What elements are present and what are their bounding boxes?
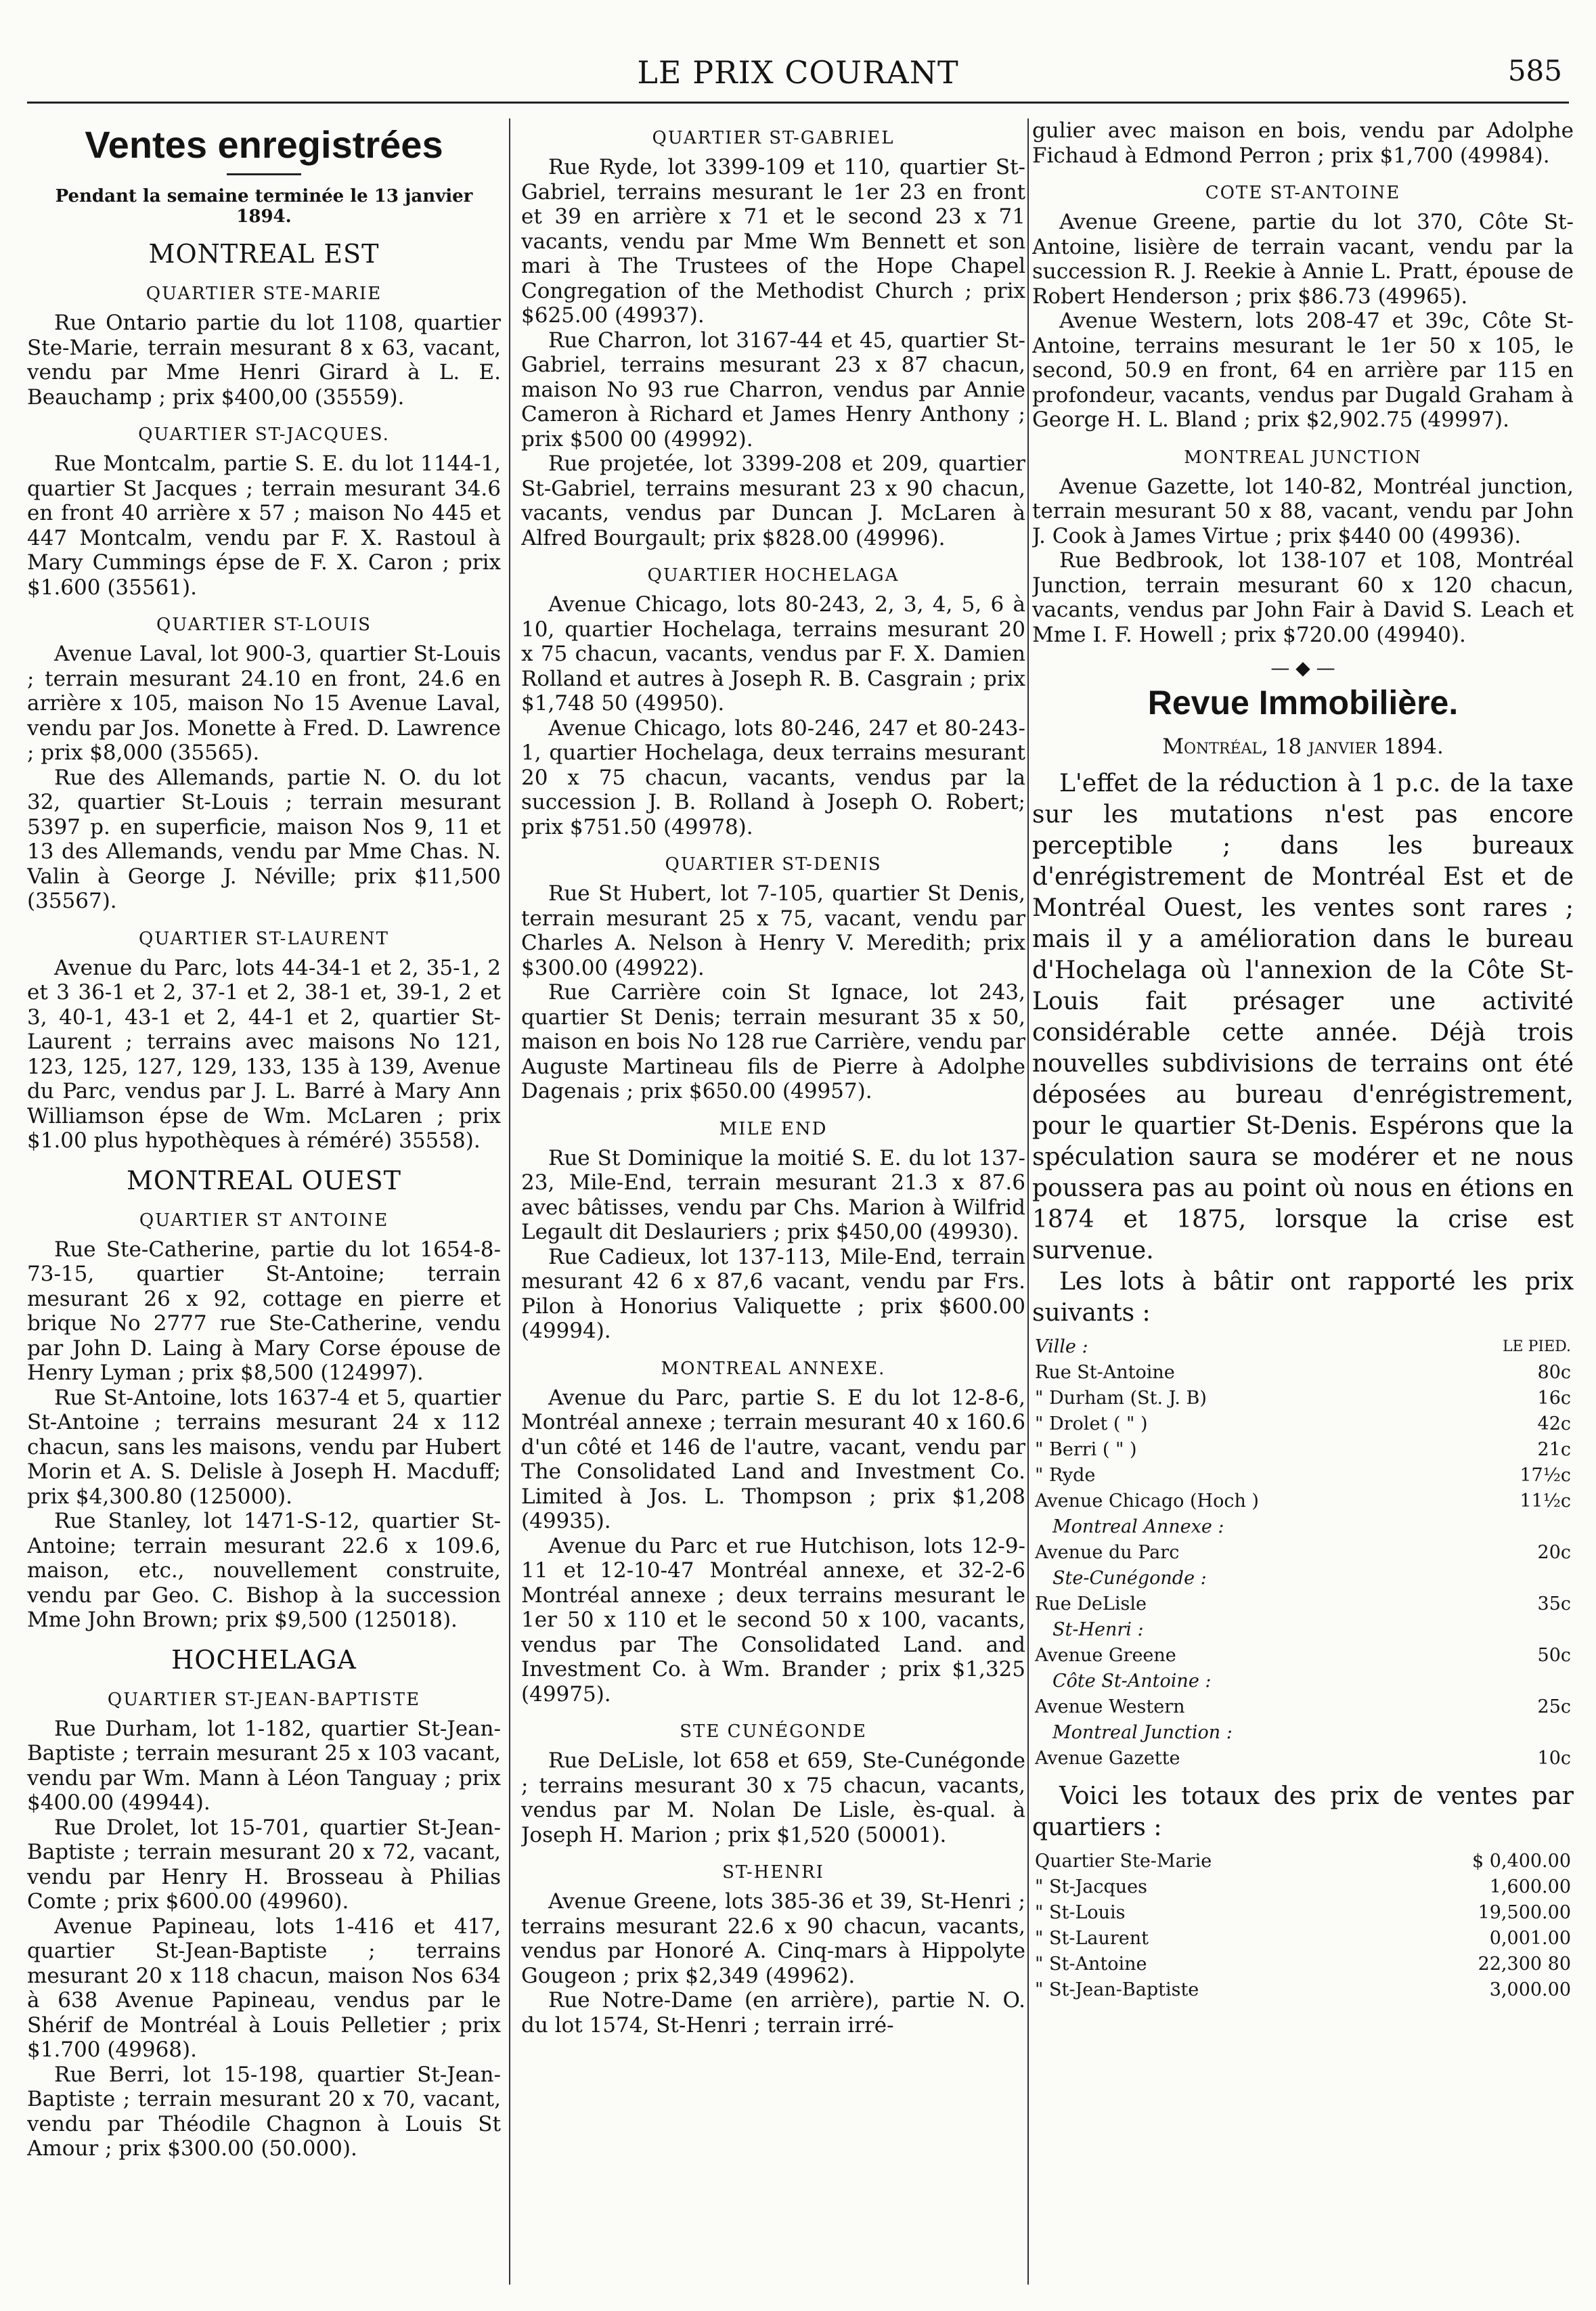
price-row-label: Avenue Chicago (Hoch ): [1035, 1491, 1259, 1512]
price-row: [1032, 1720, 1574, 1746]
ornament-divider-icon: — ◆ —: [1270, 657, 1335, 679]
price-row-value: 17½c: [1520, 1465, 1571, 1486]
sale-entry: Rue Drolet, lot 15-701, quartier St-Jean-Baptiste ; terrain mesurant 20 x 72, vacant, vendu par Henry H. Brosseau à Philias Comte ; prix $600.00 (49960).: [27, 1815, 501, 1914]
quarter-heading: QUARTIER ST-LOUIS: [156, 615, 372, 635]
price-row-label: " Berri ( " ): [1035, 1439, 1137, 1460]
sale-entry: Avenue Greene, lots 385-36 et 39, St-Henri ; terrains mesurant 22.6 x 90 chacun, vacants, vendus par Honoré A. Cinq-mars à Hippolyte Gougeon ; prix $2,349 (49962).: [521, 1889, 1025, 1988]
quarter-heading: COTE ST-ANTOINE: [1205, 183, 1401, 203]
price-row: [1032, 1694, 1574, 1720]
price-row-value: [1442, 1669, 1574, 1694]
totals-row: [1032, 1849, 1574, 1874]
price-row-value: 20c: [1537, 1542, 1571, 1563]
price-row-label: St-Henri :: [1052, 1619, 1144, 1640]
revue-paragraph: Les lots à bâtir ont rapporté les prix suivants :: [1032, 1268, 1574, 1327]
price-row: [1032, 1669, 1574, 1694]
price-row: [1032, 1746, 1574, 1771]
dateline: Montréal, 18 janvier 1894.: [1162, 734, 1444, 759]
sale-entry: Avenue Western, lots 208-47 et 39c, Côte St-Antoine, terrains mesurant le 1er 50 x 105, le second, 50.9 en front, 64 en arrière par 115 en profondeur, vacants, vendus par Dugald Graham à George H. L. Bland ; prix $2,902.75 (49997).: [1032, 309, 1574, 432]
sale-entry: Avenue Gazette, lot 140-82, Montréal junction, terrain mesurant 50 x 88, vacant, vendu par John J. Cook à James Virtue ; prix $440 00 (49936).: [1032, 474, 1574, 548]
column-rule: [1027, 118, 1029, 2285]
price-row-value: 21c: [1537, 1439, 1571, 1460]
column-3: [1032, 118, 1574, 2285]
price-row-value: [1442, 1720, 1574, 1746]
price-row: [1032, 1617, 1574, 1643]
sale-entry: Rue Durham, lot 1-182, quartier St-Jean-Baptiste ; terrain mesurant 25 x 103 vacant, vendu par Wm. Mann à Léon Tanguay ; prix $400.00 (49944).: [27, 1716, 501, 1815]
price-row-label: " Ryde: [1035, 1465, 1096, 1486]
quarter-heading: QUARTIER ST-DENIS: [665, 854, 882, 875]
page-number: 585: [1507, 54, 1562, 87]
sale-entry: Rue St Hubert, lot 7-105, quartier St Denis, terrain mesurant 25 x 75, vacant, vendu par Charles A. Nelson à Henry V. Meredith; prix $300.00 (49922).: [521, 881, 1025, 980]
price-row-label: Avenue Gazette: [1035, 1748, 1180, 1769]
column-rule: [509, 118, 510, 2285]
price-row-label: Avenue Western: [1035, 1696, 1185, 1717]
quarter-heading: QUARTIER ST-GABRIEL: [652, 128, 895, 148]
price-row-value: 50c: [1537, 1645, 1571, 1666]
quarter-heading: QUARTIER ST ANTOINE: [139, 1210, 389, 1231]
totals-row: [1032, 1900, 1574, 1926]
totals-row-value: 3,000.00: [1489, 1979, 1571, 2000]
sale-entry: Rue Ontario partie du lot 1108, quartier Ste-Marie, terrain mesurant 8 x 63, vacant, vendu par Mme Henri Girard à L. E. Beauchamp ; prix $400,00 (35559).: [27, 311, 501, 410]
sale-entry: Rue Montcalm, partie S. E. du lot 1144-1, quartier St Jacques ; terrain mesurant 34.6 en front 40 arrière x 57 ; maison No 445 et 447 Montcalm, vendu par F. X. Rastoul à Mary Cummings épse de F. X. Caron ; prix $1.600 (35561).: [27, 452, 501, 600]
sale-entry: Rue DeLisle, lot 658 et 659, Ste-Cunégonde ; terrains mesurant 30 x 75 chacun, vacants, vendus par M. Nolan De Lisle, ès-qual. à Joseph H. Marion ; prix $1,520 (50001).: [521, 1748, 1025, 1847]
price-row: [1032, 1489, 1574, 1514]
quarter-heading: ST-HENRI: [722, 1862, 824, 1883]
divider: [227, 173, 301, 175]
sale-entry: Rue Charron, lot 3167-44 et 45, quartier St-Gabriel, terrains mesurant 23 x 87 chacun, maison No 93 rue Charron, vendus par Annie Cameron à Richard et James Henry Anthony ; prix $500 00 (49992).: [521, 328, 1025, 452]
sale-entry: Avenue Chicago, lots 80-243, 2, 3, 4, 5, 6 à 10, quartier Hochelaga, terrains mesurant 20 x 75 chacun, vacants, vendus par F. X. Damien Rolland et autres à Joseph R. B. Casgrain ; prix $1,748 50 (49950).: [521, 592, 1025, 716]
sale-entry: Rue des Allemands, partie N. O. du lot 32, quartier St-Louis ; terrain mesurant 5397 p. en superficie, maison Nos 9, 11 et 13 des Allemands, vendu par Mme Chas. N. Valin à George J. Néville; prix $11,500 (35567).: [27, 765, 501, 913]
price-row: [1032, 1514, 1574, 1540]
sale-entry: Avenue du Parc et rue Hutchison, lots 12-9-11 et 12-10-47 Montréal annexe, et 32-2-6 Montréal annexe ; deux terrains mesurant le 1er 50 x 110 et le second 50 x 100, vacants, vendus par The Consolidated Land. and Investment Co. à Wm. Brander ; prix $1,325 (49975).: [521, 1533, 1025, 1707]
quarter-heading: QUARTIER STE-MARIE: [146, 284, 382, 304]
price-table: [1032, 1334, 1574, 1771]
quarter-heading: QUARTIER ST-JEAN-BAPTISTE: [107, 1689, 421, 1710]
price-row-value: [1442, 1514, 1574, 1540]
sale-entry: Rue Cadieux, lot 137-113, Mile-End, terrain mesurant 42 6 x 87,6 vacant, vendu par Frs. Pilon à Honorius Valiquette ; prix $600.00 (49994).: [521, 1244, 1025, 1343]
price-row-label: Montreal Annexe :: [1052, 1516, 1224, 1537]
region-heading: HOCHELAGA: [171, 1644, 357, 1675]
quarter-heading: QUARTIER ST-JACQUES.: [138, 424, 390, 445]
totals-row-label: " St-Jean-Baptiste: [1035, 1979, 1199, 2000]
sale-entry: Avenue Greene, partie du lot 370, Côte St-Antoine, lisière de terrain vacant, vendu par la succession R. J. Reekie à Annie L. Pratt, épouse de Robert Henderson ; prix $86.73 (49965).: [1032, 210, 1574, 309]
totals-table: [1032, 1849, 1574, 2003]
price-row-label: " Drolet ( " ): [1035, 1413, 1148, 1434]
price-row-label: Ste-Cunégonde :: [1052, 1568, 1207, 1589]
sale-entry: Avenue Papineau, lots 1-416 et 417, quartier St-Jean-Baptiste ; terrains mesurant 20 x 118 chacun, maison Nos 634 à 638 Avenue Papineau, vendus par le Shérif de Montréal à Louis Pelletier ; prix $1.700 (49968).: [27, 1914, 501, 2062]
price-row: [1032, 1643, 1574, 1669]
sale-entry: Rue projetée, lot 3399-208 et 209, quartier St-Gabriel, terrains mesurant 23 x 90 chacun, vacants, vendus par Duncan J. McLaren à Alfred Bourgault; prix $828.00 (49996).: [521, 452, 1025, 550]
journal-title: LE PRIX COURANT: [637, 54, 959, 91]
totals-row-value: 1,600.00: [1489, 1876, 1571, 1897]
totals-row: [1032, 1952, 1574, 1977]
price-table-header: [1032, 1334, 1574, 1360]
price-row-value: 80c: [1537, 1362, 1571, 1383]
sale-entry: Avenue du Parc, partie S. E du lot 12-8-6, Montréal annexe ; terrain mesurant 40 x 160.6 d'un côté et 146 de l'autre, vacant, vendu par The Consolidated Land and Investment Co. Limited à Jos. L. Thompson ; prix $1,208 (49935).: [521, 1385, 1025, 1533]
sale-entry: Avenue Chicago, lots 80-246, 247 et 80-243-1, quartier Hochelaga, deux terrains mesurant 20 x 75 chacun, vacants, vendus par la succession J. B. Rolland à Joseph O. Robert; prix $751.50 (49978).: [521, 716, 1025, 839]
totals-row-value: $ 0,400.00: [1472, 1851, 1571, 1872]
price-row-value: 35c: [1537, 1593, 1571, 1614]
sale-entry: Rue Stanley, lot 1471-S-12, quartier St-Antoine; terrain mesurant 22.6 x 109.6, maison, etc., nouvellement construite, vendu par Geo. C. Bishop à la succession Mme John Brown; prix $9,500 (125018).: [27, 1509, 501, 1632]
sale-entry: Rue St-Antoine, lots 1637-4 et 5, quartier St-Antoine ; terrains mesurant 24 x 112 chacun, sans les maisons, vendu par Hubert Morin et A. S. Delisle à Joseph H. Macduff; prix $4,300.80 (125000).: [27, 1385, 501, 1509]
price-head-right: LE PIED.: [1502, 1338, 1571, 1355]
quarter-heading: MONTREAL JUNCTION: [1184, 447, 1422, 468]
price-row: [1032, 1540, 1574, 1566]
sale-entry: Avenue du Parc, lots 44-34-1 et 2, 35-1, 2 et 3 36-1 et 2, 37-1 et 2, 38-1 et, 39-1, 2 et 3, 40-1, 43-1 et 2, 44-1 et 2, quartier St-Laurent ; terrains avec maisons No 121, 123, 125, 127, 129, 133, 135 à 139, Avenue du Parc, vendus par J. L. Barré à Mary Ann Williamson épse de Wm. McLaren ; prix $1.00 plus hypothèques à réméré) 35558).: [27, 955, 501, 1153]
sale-entry: Avenue Laval, lot 900-3, quartier St-Louis ; terrain mesurant 24.10 en front, 24.6 en arrière x 105, maison No 15 Avenue Laval, vendu par Jos. Monette à Fred. D. Lawrence ; prix $8,000 (35565).: [27, 642, 501, 765]
price-row-label: Montreal Junction :: [1052, 1722, 1233, 1743]
region-heading: MONTREAL OUEST: [126, 1165, 402, 1195]
price-row-value: 42c: [1537, 1413, 1571, 1434]
quarter-heading: QUARTIER ST-LAURENT: [139, 928, 389, 949]
quarter-heading: MONTREAL ANNEXE.: [661, 1358, 886, 1379]
quarter-heading: STE CUNÉGONDE: [680, 1721, 867, 1742]
quarter-heading: MILE END: [719, 1118, 828, 1139]
price-row: [1032, 1566, 1574, 1591]
column-1: [27, 118, 501, 2285]
totals-row: [1032, 1926, 1574, 1952]
price-row-label: Rue St-Antoine: [1035, 1362, 1175, 1383]
price-row: [1032, 1463, 1574, 1489]
page-header: [27, 47, 1569, 104]
price-row-value: 10c: [1537, 1748, 1571, 1769]
section-title-ventes: Ventes enregistrées: [85, 123, 443, 166]
totals-row-label: " St-Laurent: [1035, 1928, 1149, 1949]
totals-row-label: " St-Antoine: [1035, 1954, 1147, 1975]
price-row-label: Côte St-Antoine :: [1052, 1671, 1212, 1692]
price-row-value: 25c: [1537, 1696, 1571, 1717]
price-row: [1032, 1437, 1574, 1463]
price-row: [1032, 1360, 1574, 1386]
price-row-label: Avenue Greene: [1035, 1645, 1176, 1666]
price-row-value: [1442, 1617, 1574, 1643]
price-row-value: 11½c: [1520, 1491, 1571, 1512]
totals-row-value: 19,500.00: [1478, 1902, 1571, 1923]
sale-entry: Rue Ryde, lot 3399-109 et 110, quartier St-Gabriel, terrains mesurant le 1er 23 en front et 39 en arrière x 71 et le second 23 x 71 vacants, vendu par Mme Wm Bennett et son mari à The Trustees of the Hope Chapel Congregation of the Methodist Church ; prix $625.00 (49937).: [521, 155, 1025, 328]
totals-row-label: " St-Jacques: [1035, 1876, 1148, 1897]
price-row-value: [1442, 1566, 1574, 1591]
sale-entry: Rue Carrière coin St Ignace, lot 243, quartier St Denis; terrain mesurant 35 x 50, maison en bois No 128 rue Carrière, vendu par Auguste Martineau fils de Pierre à Adolphe Dagenais ; prix $650.00 (49957).: [521, 980, 1025, 1103]
totals-row-label: Quartier Ste-Marie: [1035, 1851, 1212, 1872]
price-row: [1032, 1411, 1574, 1437]
price-row-value: 16c: [1537, 1388, 1571, 1409]
column-2: [521, 118, 1025, 2285]
totals-intro: Voici les totaux des prix de ventes par quartiers :: [1032, 1782, 1574, 1841]
totals-row: [1032, 1874, 1574, 1900]
section-title-revue: Revue Immobilière.: [1147, 684, 1459, 722]
price-row: [1032, 1386, 1574, 1411]
sale-entry: Rue Berri, lot 15-198, quartier St-Jean-Baptiste ; terrain mesurant 20 x 70, vacant, vendu par Théodile Chagnon à Louis St Amour ; prix $300.00 (50.000).: [27, 2062, 501, 2161]
price-row: [1032, 1591, 1574, 1617]
sale-entry: Rue Bedbrook, lot 138-107 et 108, Montréal Junction, terrain mesurant 60 x 120 chacun, vacants, vendus par John Fair à David S. Leach et Mme I. F. Howell ; prix $720.00 (49940).: [1032, 548, 1574, 647]
sale-entry: Rue Notre-Dame (en arrière), partie N. O. du lot 1574, St-Henri ; terrain irré-: [521, 1988, 1025, 2038]
sale-entry-continued: gulier avec maison en bois, vendu par Adolphe Fichaud à Edmond Perron ; prix $1,700 (49984).: [1032, 118, 1574, 168]
price-row-label: Avenue du Parc: [1035, 1542, 1180, 1563]
totals-row-value: 22,300 80: [1478, 1954, 1571, 1975]
sale-entry: Rue Ste-Catherine, partie du lot 1654-8-73-15, quartier St-Antoine; terrain mesurant 26 x 92, cottage en pierre et brique No 2777 rue Ste-Catherine, vendu par John D. Laing à Mary Corse épouse de Henry Lyman ; prix $8,500 (124997).: [27, 1237, 501, 1385]
sale-entry: Rue St Dominique la moitié S. E. du lot 137-23, Mile-End, terrain mesurant 21.3 x 87.6 avec bâtisses, vendu par Chs. Marion à Wilfrid Legault dit Deslauriers ; prix $450,00 (49930).: [521, 1145, 1025, 1244]
totals-row-value: 0,001.00: [1489, 1928, 1571, 1949]
revue-paragraph: L'effet de la réduction à 1 p.c. de la taxe sur les mutations n'est pas encore perceptible ; dans les bureaux d'enrégistrement de Montréal Est et de Montréal Ouest, les ventes sont rares ; mais il y a amélioration dans le bureau d'Hochelaga où l'annexion de la Côte St-Louis fait présager une activité considérable cette année. Déjà trois nouvelles subdivisions de terrains ont été déposées au bureau d'enrégistrement, pour le quartier St-Denis. Espérons que la spéculation saura se modérer et ne nous poussera pas au point où nous en étions en 1874 et 1875, lorsque la crise est survenue.: [1032, 770, 1574, 1264]
price-row-label: " Durham (St. J. B): [1035, 1388, 1207, 1409]
price-row-label: Rue DeLisle: [1035, 1593, 1147, 1614]
region-heading: MONTREAL EST: [148, 239, 380, 269]
quarter-heading: QUARTIER HOCHELAGA: [647, 565, 900, 586]
totals-row: [1032, 1977, 1574, 2003]
period-caption: Pendant la semaine terminée le 13 janvier 1894.: [55, 186, 473, 227]
totals-row-label: " St-Louis: [1035, 1902, 1126, 1923]
price-head-left: Ville :: [1035, 1336, 1088, 1357]
